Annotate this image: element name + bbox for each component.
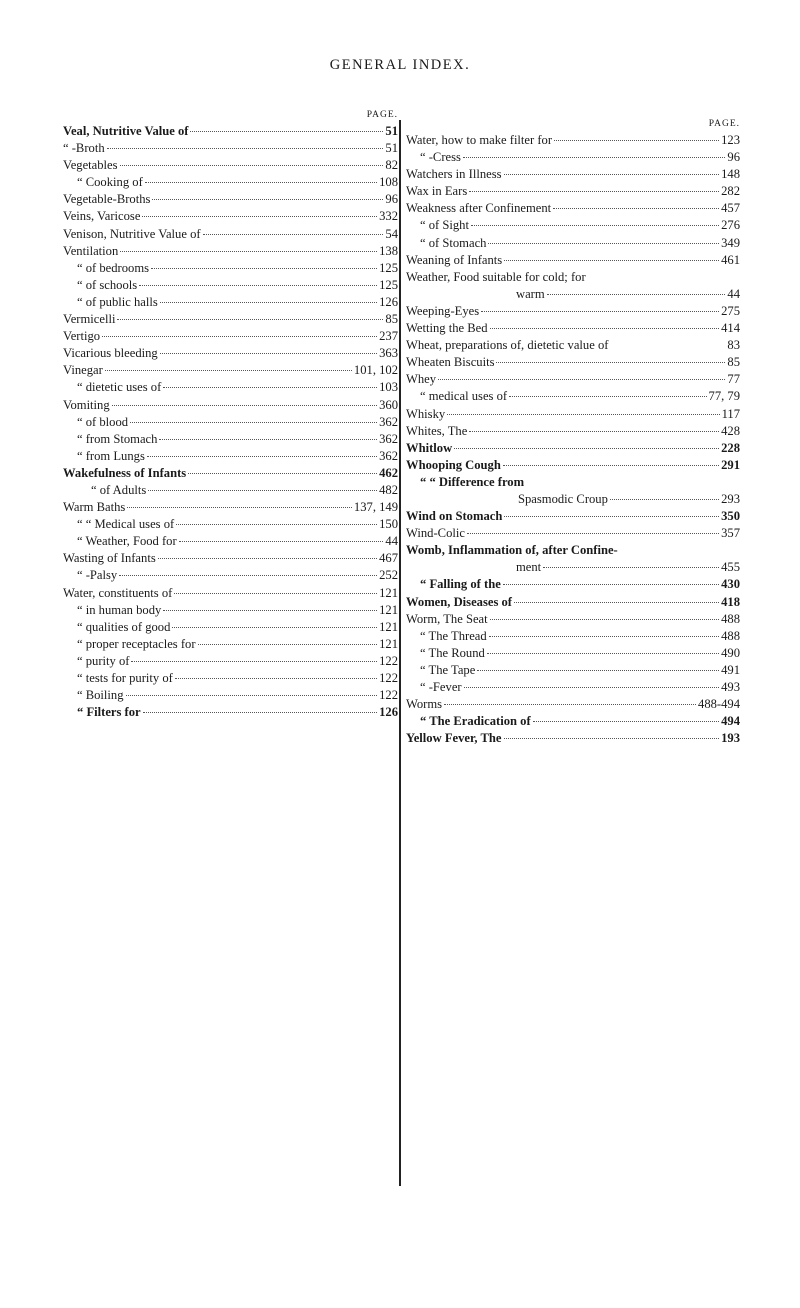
entry-page-number: 150 [379,517,398,532]
entry-term: “ of Adults [91,482,147,497]
entry-term: Wasting of Infants [63,551,156,566]
index-entry [63,174,398,191]
entry-page-number: 138 [379,243,398,258]
entry-term: Ventilation [63,243,119,258]
entry-page-number: 83 [727,338,740,353]
entry-term: “ of bedrooms [77,260,150,275]
entry-page-number: 291 [721,457,740,472]
entry-term: “ -Cress [420,150,461,165]
index-entry [406,235,740,252]
entry-page-number: 332 [379,209,398,224]
dot-leader [610,499,719,500]
entry-term: Whisky [406,406,446,421]
index-entry [406,559,740,576]
dot-leader [489,636,719,637]
entry-page-number: 488 [721,628,740,643]
index-entry [63,602,398,619]
index-entry [406,508,740,525]
index-entry [63,226,398,243]
entry-page-number: 414 [721,321,740,336]
index-entry [63,123,398,140]
index-entry [406,423,740,440]
entry-term: Womb, Inflammation of, after Confine- [406,543,618,558]
entry-page-number: 252 [379,568,398,583]
entry-page-number: 121 [379,619,398,634]
entry-page-number: 54 [385,226,398,241]
index-entry [63,465,398,482]
dot-leader [477,670,719,671]
index-entry [406,696,740,713]
index-entry [63,636,398,653]
entry-term: “ dietetic uses of [77,380,162,395]
column-divider [399,120,401,1186]
entry-term: “ medical uses of [420,389,508,404]
dot-leader [469,191,719,192]
dot-leader [467,533,719,534]
index-entry [63,670,398,687]
entry-page-number: 101, 102 [353,363,398,378]
dot-leader [487,653,719,654]
index-entry [63,294,398,311]
dot-leader [464,687,720,688]
entry-term: “ “ Medical uses of [77,517,175,532]
entry-term: “ of public halls [77,294,158,309]
index-entry [406,200,740,217]
index-entry [406,679,740,696]
index-entry [406,525,740,542]
dot-leader [112,405,377,406]
index-entry [406,662,740,679]
index-entry [406,149,740,166]
index-entry [406,628,740,645]
dot-leader [504,260,719,261]
entry-term: Whitlow [406,440,453,455]
entry-page-number: 275 [721,303,740,318]
entry-term: Vicarious bleeding [63,346,158,361]
entry-page-number: 125 [379,277,398,292]
entry-term: “ The Eradication of [420,714,531,729]
dot-leader [160,302,377,303]
index-entry [406,132,740,149]
dot-leader [152,199,383,200]
entry-page-number: 467 [379,551,398,566]
dot-leader [533,721,719,722]
entry-page-number: 126 [379,705,398,720]
index-entry [63,550,398,567]
entry-term: “ in human body [77,602,162,617]
dot-leader [107,148,384,149]
index-entry [63,619,398,636]
index-entry [63,277,398,294]
index-entry [406,713,740,730]
dot-leader [130,422,377,423]
index-entry [63,191,398,208]
entry-term: “ qualities of good [77,619,171,634]
dot-leader [174,593,377,594]
dot-leader [481,311,719,312]
index-entry [406,217,740,234]
index-entry [406,337,740,354]
entry-term: Veins, Varicose [63,209,141,224]
entry-term: “ purity of [77,653,130,668]
entry-page-number: 490 [721,645,740,660]
entry-term: Spasmodic Croup [518,491,608,506]
index-entry [63,362,398,379]
dot-leader [105,370,352,371]
entry-term: Vermicelli [63,312,116,327]
entry-term: “ -Palsy [77,568,118,583]
entry-term: Whites, The [406,423,468,438]
dot-leader [469,431,719,432]
index-entry [406,594,740,611]
index-entry [63,328,398,345]
entry-term: Wakefulness of Infants [63,465,187,480]
entry-page-number: 276 [721,218,740,233]
entry-term: “ Weather, Food for [77,534,177,549]
index-column-left [63,108,398,721]
index-entry [63,653,398,670]
dot-leader [175,678,377,679]
entry-page-number: 96 [385,192,398,207]
index-entry [406,388,740,405]
entry-page-number: 350 [721,509,740,524]
entry-term: Water, how to make filter for [406,133,553,147]
dot-leader [504,516,719,517]
entry-page-number: 121 [379,636,398,651]
entry-page-number: 349 [721,235,740,250]
index-entry [406,286,740,303]
entry-term: “ “ Difference from [420,474,525,489]
index-column-right [406,117,740,747]
entry-term: Wax in Ears [406,184,468,199]
entry-term: Veal, Nutritive Value of [63,124,189,138]
entry-page-number: 121 [379,602,398,617]
dot-leader [160,353,377,354]
dot-leader [444,704,696,705]
entry-term: “ The Round [420,645,485,660]
entry-page-number: 77 [727,372,740,387]
index-entry [63,448,398,465]
dot-leader [117,319,383,320]
entry-page-number: 462 [379,465,398,480]
dot-leader [142,216,377,217]
entry-page-number: 491 [721,662,740,677]
index-entry [406,440,740,457]
dot-leader [554,140,719,141]
index-entry [406,371,740,388]
dot-leader [179,541,384,542]
dot-leader [172,627,377,628]
entry-term: Weather, Food suitable for cold; for [406,269,586,284]
index-entry [63,533,398,550]
dot-leader [447,414,719,415]
entry-page-number: 82 [385,158,398,173]
dot-leader [514,602,719,603]
index-entry [406,491,740,508]
entry-term: “ Filters for [77,705,141,720]
entry-page-number: 455 [721,560,740,575]
index-entry [63,687,398,704]
index-entry [406,406,740,423]
entry-term: Wheaten Biscuits [406,355,495,370]
dot-leader [119,575,377,576]
index-entry [63,567,398,584]
dot-leader [151,268,377,269]
entry-page-number: 461 [721,252,740,267]
entry-page-number: 360 [379,397,398,412]
entry-page-number: 282 [721,184,740,199]
index-entry [406,645,740,662]
entry-page-number: 117 [721,406,740,421]
entry-page-number: 362 [379,448,398,463]
entry-page-number: 122 [379,653,398,668]
index-entry [406,303,740,320]
index-entry [406,354,740,371]
entry-page-number: 44 [385,534,398,549]
dot-leader [131,661,377,662]
entry-page-number: 96 [727,150,740,165]
entry-term: Weeping-Eyes [406,303,480,318]
entry-page-number: 77, 79 [708,389,740,404]
index-entry [63,345,398,362]
index-entry [63,397,398,414]
entry-page-number: 237 [379,329,398,344]
dot-leader [454,448,719,449]
dot-leader [503,584,719,585]
entry-term: Vomiting [63,397,110,412]
entry-page-number: 362 [379,431,398,446]
dot-leader [158,558,377,559]
dot-leader [490,619,719,620]
index-entry [63,311,398,328]
dot-leader [198,644,378,645]
index-entry [63,482,398,499]
page-column-label-right: PAGE. [708,119,740,129]
entry-term: Vegetable-Broths [63,192,151,207]
dot-leader [148,490,377,491]
dot-leader [203,234,384,235]
entry-page-number: 357 [721,526,740,541]
entry-term: Worm, The Seat [406,611,488,626]
dot-leader [143,712,377,713]
entry-page-number: 428 [721,423,740,438]
entry-page-number: 125 [379,260,398,275]
dot-leader [543,567,719,568]
entry-page-number: 108 [379,175,398,190]
dot-leader [163,610,377,611]
index-entry [406,320,740,337]
dot-leader [509,396,706,397]
entry-page-number: 148 [721,167,740,182]
entry-page-number: 123 [721,133,740,147]
dot-leader [547,294,726,295]
entry-page-number: 488-494 [698,697,740,712]
entry-term: Warm Baths [63,500,126,515]
dot-leader [139,285,377,286]
entry-page-number: 193 [721,731,740,746]
index-entry [406,252,740,269]
index-entry [63,414,398,431]
entry-term: ment [516,560,542,575]
index-entry [406,269,740,286]
entry-term: warm [516,286,545,301]
entry-term: Weaning of Infants [406,252,503,267]
index-entry [406,166,740,183]
entry-term: Women, Diseases of [406,594,512,609]
entry-page-number: 494 [721,714,740,729]
entry-term: Water, constituents of [63,585,173,600]
dot-leader [102,336,377,337]
dot-leader [488,243,719,244]
index-entry [406,576,740,593]
index-entry [406,474,740,491]
entry-term: Weakness after Confinement [406,201,552,216]
dot-leader [496,362,725,363]
dot-leader [490,328,720,329]
entry-term: “ Falling of the [420,577,501,592]
entry-term: Whooping Cough [406,457,501,472]
entry-term: “ of Stomach [420,235,487,250]
dot-leader [553,208,719,209]
entry-term: “ from Stomach [77,431,158,446]
entry-page-number: 482 [379,482,398,497]
dot-leader [463,157,725,158]
entry-term: Wetting the Bed [406,321,488,336]
entry-term: Whey [406,372,437,387]
entry-page-number: 103 [379,380,398,395]
entry-term: Venison, Nutritive Value of [63,226,201,241]
page-column-label-left: PAGE. [366,110,398,120]
dot-leader [126,695,378,696]
entry-term: “ Cooking of [77,175,143,190]
entry-term: “ of blood [77,414,129,429]
entry-page-number: 418 [721,594,740,609]
entry-page-number: 293 [721,491,740,506]
index-entry [406,183,740,200]
entry-term: Wind on Stomach [406,509,503,524]
entry-term: Yellow Fever, The [406,731,502,746]
entry-page-number: 362 [379,414,398,429]
dot-leader [163,387,377,388]
entry-page-number: 121 [379,585,398,600]
index-entry [63,431,398,448]
index-entry [63,585,398,602]
entry-term: Vertigo [63,329,101,344]
entry-term: Wheat, preparations of, dietetic value of [406,338,609,353]
dot-leader [127,507,352,508]
dot-leader [190,131,383,132]
entry-term: “ -Broth [63,141,105,156]
entry-page-number: 126 [379,294,398,309]
dot-leader [159,439,377,440]
dot-leader [120,165,384,166]
entry-term: “ of schools [77,277,138,292]
left-entry-list [63,123,398,721]
index-entry [406,457,740,474]
index-entry [63,704,398,721]
index-entry [63,243,398,260]
entry-page-number: 137, 149 [353,500,398,515]
entry-term: “ from Lungs [77,448,145,463]
entry-page-number: 122 [379,671,398,685]
right-entry-list [406,132,740,747]
entry-term: Worms [406,697,443,712]
index-entry [406,611,740,628]
index-entry [63,260,398,277]
entry-term: Vegetables [63,158,118,173]
index-entry [63,157,398,174]
entry-page-number: 430 [721,577,740,592]
running-head: GENERAL INDEX. [329,57,471,73]
entry-page-number: 51 [385,141,398,156]
entry-term: “ The Tape [420,662,476,677]
dot-leader [176,524,377,525]
dot-leader [438,379,725,380]
index-entry [63,516,398,533]
dot-leader [504,738,720,739]
entry-term: “ Boiling [77,688,124,703]
entry-term: “ -Fever [420,680,462,694]
index-entry [63,379,398,396]
entry-term: “ proper receptacles for [77,636,196,651]
dot-leader [188,473,377,474]
entry-page-number: 457 [721,201,740,216]
dot-leader [120,251,377,252]
entry-page-number: 122 [379,688,398,703]
entry-term: Watchers in Illness [406,167,502,182]
dot-leader [471,225,719,226]
entry-page-number: 51 [385,124,398,138]
entry-term: Wind-Colic [406,526,465,541]
entry-page-number: 363 [379,346,398,361]
index-entry [63,208,398,225]
entry-page-number: 228 [721,440,740,455]
entry-page-number: 488 [721,611,740,626]
entry-term: “ The Thread [420,628,487,643]
entry-term: “ of Sight [420,218,469,233]
index-entry [406,542,740,559]
entry-page-number: 85 [385,312,398,327]
entry-term: “ tests for purity of [77,671,173,685]
index-entry [63,499,398,516]
entry-term: Vinegar [63,363,103,378]
entry-page-number: 85 [727,355,740,370]
dot-leader [145,182,377,183]
entry-page-number: 493 [721,680,740,694]
index-entry [63,140,398,157]
entry-page-number: 44 [727,286,740,301]
dot-leader [503,465,719,466]
dot-leader [147,456,377,457]
index-entry [406,730,740,747]
dot-leader [504,174,720,175]
